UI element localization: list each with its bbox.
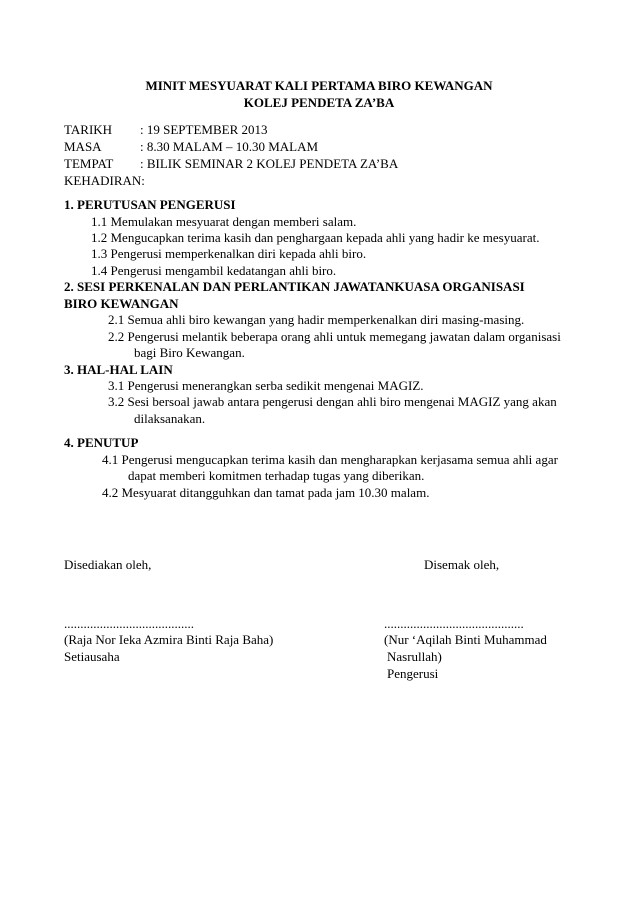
meta-masa-value: : 8.30 MALAM – 10.30 MALAM <box>140 139 319 154</box>
reviewed-by-signature-line: ........................................... <box>384 616 524 631</box>
section-1-item-2: 1.2 Mengucapkan terima kasih dan penghargaan kepada ahli yang hadir ke mesyuarat. <box>91 230 540 245</box>
section-3-item-1: 3.1 Pengerusi menerangkan serba sedikit mengenai MAGIZ. <box>108 378 424 393</box>
prepared-by-caption: Disediakan oleh, <box>64 557 152 572</box>
section-1-heading: 1. PERUTUSAN PENGERUSI <box>64 197 236 212</box>
meta-tarikh-label: TARIKH <box>64 122 113 137</box>
meta-tarikh-value: : 19 SEPTEMBER 2013 <box>140 122 268 137</box>
section-4-heading: 4. PENUTUP <box>64 435 139 450</box>
section-1-item-4: 1.4 Pengerusi mengambil kedatangan ahli biro. <box>91 263 337 278</box>
section-2-heading-line-1: 2. SESI PERKENALAN DAN PERLANTIKAN JAWATANKUASA ORGANISASI <box>64 279 525 294</box>
section-3-item-2: 3.2 Sesi bersoal jawab antara pengerusi dengan ahli biro mengenai MAGIZ yang akan <box>108 394 557 409</box>
section-1-item-1: 1.1 Memulakan mesyuarat dengan memberi salam. <box>91 214 357 229</box>
secretary-name: (Raja Nor Ieka Azmira Binti Raja Baha) <box>64 632 274 647</box>
meta-tempat-value: : BILIK SEMINAR 2 KOLEJ PENDETA ZA’BA <box>140 156 399 171</box>
meta-tarikh <box>64 121 268 138</box>
section-2-item-2-cont: bagi Biro Kewangan. <box>134 345 245 360</box>
section-2-item-2: 2.2 Pengerusi melantik beberapa orang ahli untuk memegang jawatan dalam organisasi <box>108 329 561 344</box>
meta-tempat-label: TEMPAT <box>64 156 114 171</box>
secretary-role: Setiausaha <box>64 649 120 664</box>
chairperson-role: Pengerusi <box>387 666 439 681</box>
section-2-heading-line-2: BIRO KEWANGAN <box>64 296 179 311</box>
meta-masa <box>64 138 318 155</box>
section-3-heading: 3. HAL-HAL LAIN <box>64 362 173 377</box>
meta-masa-label: MASA <box>64 139 102 154</box>
prepared-by-signature-line: ........................................ <box>64 616 194 631</box>
section-2-item-1: 2.1 Semua ahli biro kewangan yang hadir memperkenalkan diri masing-masing. <box>108 312 525 327</box>
chairperson-name-line-1: (Nur ‘Aqilah Binti Muhammad <box>384 632 547 647</box>
reviewed-by-caption: Disemak oleh, <box>424 557 500 572</box>
title-line-2: KOLEJ PENDETA ZA’BA <box>243 95 395 110</box>
meta-tempat <box>64 155 398 172</box>
section-4-item-2: 4.2 Mesyuarat ditangguhkan dan tamat pada jam 10.30 malam. <box>102 485 430 500</box>
meta-kehadiran: KEHADIRAN: <box>64 173 145 188</box>
section-4-item-1-cont: dapat memberi komitmen terhadap tugas yang diberikan. <box>128 468 425 483</box>
chairperson-name-line-2: Nasrullah) <box>387 649 442 664</box>
title-line-1: MINIT MESYUARAT KALI PERTAMA BIRO KEWANGAN <box>145 78 493 93</box>
section-3-item-2-cont: dilaksanakan. <box>134 411 206 426</box>
section-4-item-1: 4.1 Pengerusi mengucapkan terima kasih dan mengharapkan kerjasama semua ahli agar <box>102 452 558 467</box>
section-1-item-3: 1.3 Pengerusi memperkenalkan diri kepada ahli biro. <box>91 246 367 261</box>
